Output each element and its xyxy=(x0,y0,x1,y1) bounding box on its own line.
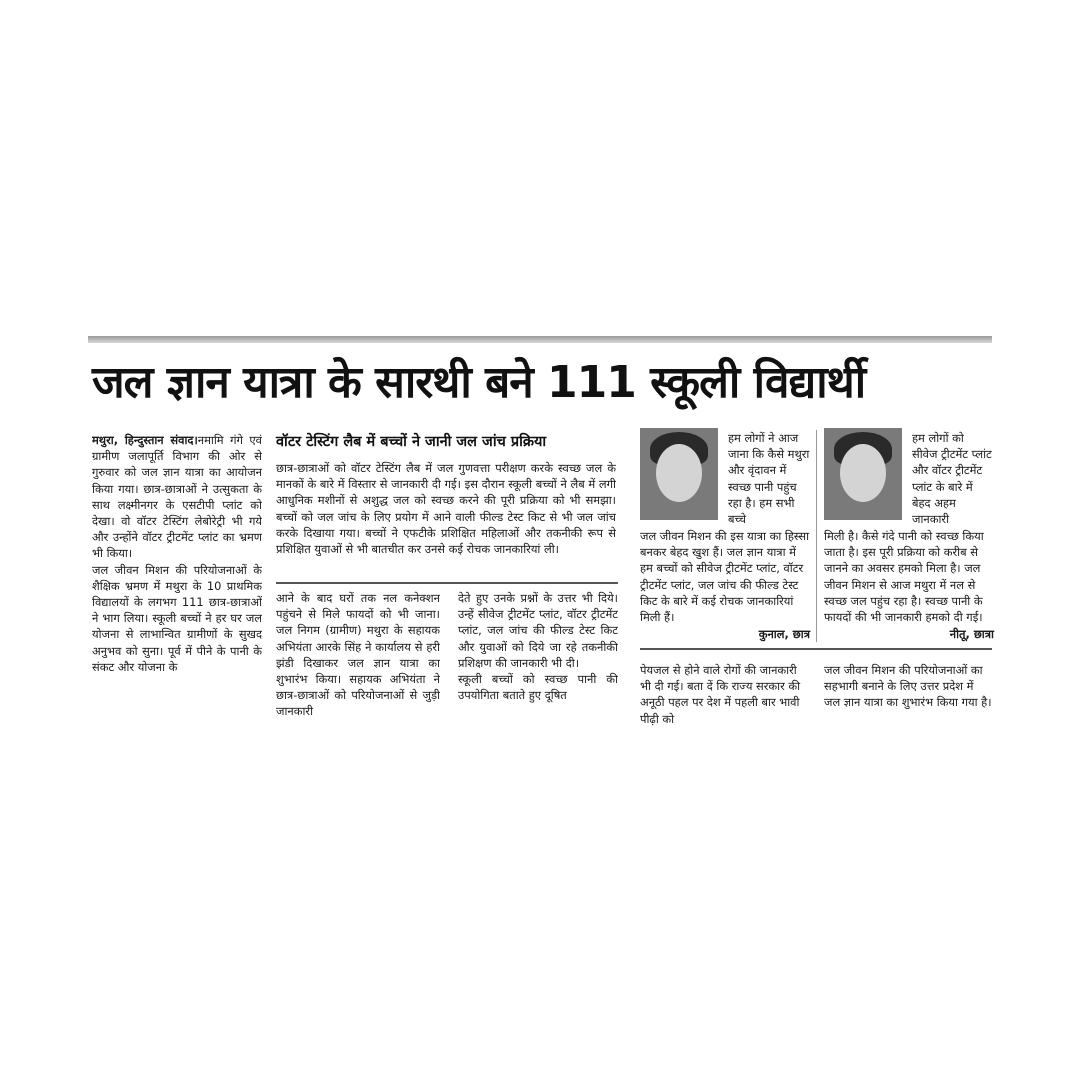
column-1-text: नमामि गंगे एवं ग्रामीण जलापूर्ति विभाग की ओर से गुरुवार को जल ज्ञान यात्रा का आयोजन किया गया। छात्र-छात्राओं ने उत्सुकता के साथ लक्ष्मीनगर के एसटीपी प्लांट को देखा। वो वॉटर टेस्टिंग लेबोरेट्री भी गये और उन्होंने वॉटर ट्रीटमेंट प्लांट का भ्रमण भी किया। जल जीवन मिशन की परियोजनाओं के शैक्षिक भ्रमण में मथुरा के 10 प्राथमिक विद्यालयों के लगभग 111 छात्र-छात्राओं ने भाग लिया। स्कूली बच्चों ने हर घर जल योजना से लाभान्वित ग्रामीणों के सुखद अनुभव को सुना। पूर्व में पीने के पानी के संकट और योजना के xyxy=(92,433,262,674)
quote-2-bottom: मिली है। कैसे गंदे पानी को स्वच्छ किया जाता है। इस पूरी प्रक्रिया को करीब से जानने का अवसर हमको मिला है। जल जीवन मिशन से आज मथुरा में नल से स्वच्छ जल पहुंच रहा है। स्वच्छ पानी के फायदों की भी जानकारी हमको दी गई। xyxy=(824,529,984,624)
column-3a: पेयजल से होने वाले रोगों की जानकारी भी दी गई। बता दें कि राज्य सरकार की अनूठी पहल पर देश में पहली बार भावी पीढ़ी को xyxy=(640,663,801,726)
column-2b: देते हुए उनके प्रश्नों के उत्तर भी दिये। उन्हें सीवेज ट्रीटमेंट प्लांट, वॉटर ट्रीटमेंट प्लांट, जल जांच की फील्ड टेस्ट किट और युवाओं को दिये जा रहे तकनीकी प्रशिक्षण की जानकारी भी दी। स्कूली बच्चों को स्वच्छ पानी की उपयोगिता बताते हुए दूषित xyxy=(458,591,618,703)
quote-2-signature: नीतू, छात्रा xyxy=(949,627,994,641)
column-2a: आने के बाद घरों तक नल कनेक्शन पहुंचने से मिले फायदों को भी जाना। जल निगम (ग्रामीण) मथुरा के सहायक अभियंता आरके सिंह ने कार्यालय से हरी झंडी दिखाकर जल ज्ञान यात्रा का शुभारंभ किया। सहायक अभियंता ने छात्र-छात्राओं को परियोजनाओं से जुड़ी जानकारी xyxy=(276,591,440,719)
quotes-divider xyxy=(640,648,992,650)
quote-2-top: हम लोगों को सीवेज ट्रीटमेंट प्लांट और वॉटर ट्रीटमेंट प्लांट के बारे में बेहद अहम जानकारी xyxy=(912,431,992,526)
subheadline: वॉटर टेस्टिंग लैब में बच्चों ने जानी जल जांच प्रक्रिया xyxy=(276,434,547,450)
column-2-intro: छात्र-छात्राओं को वॉटर टेस्टिंग लैब में जल गुणवत्ता परीक्षण करके स्वच्छ जल के मानकों के बारे में विस्तार से जानकारी दी गई। इस दौरान स्कूली बच्चों ने लैब में लगी आधुनिक मशीनों से अशुद्ध जल को स्वच्छ करने की पूरी प्रक्रिया को भी समझा। बच्चों को जल जांच के लिए प्रयोग में आने वाली फील्ड टेस्ट किट से भी जल जांच करके दिखाया गया। बच्चों ने एफटीके प्रशिक्षित महिलाओं और तकनीकी रूप से प्रशिक्षित युवाओं से भी बातचीत कर उनसे कई रोचक जानकारियां ली। xyxy=(276,461,616,557)
column-3b: जल जीवन मिशन की परियोजनाओं का सहभागी बनाने के लिए उत्तर प्रदेश में जल ज्ञान यात्रा का शुभारंभ किया गया है। xyxy=(824,663,992,710)
dateline: मथुरा, हिन्दुस्तान संवाद। xyxy=(92,433,198,447)
column-1 xyxy=(92,432,262,732)
student-photo-kunal xyxy=(640,428,718,520)
section-divider xyxy=(276,582,618,584)
student-photo-neetu xyxy=(824,428,902,520)
top-rule xyxy=(88,336,992,343)
quote-1-signature: कुनाल, छात्र xyxy=(758,627,810,641)
newspaper-clipping xyxy=(88,336,992,740)
quote-1-bottom: जल जीवन मिशन की इस यात्रा का हिस्सा बनकर बेहद खुश हैं। जल ज्ञान यात्रा में हम बच्चों को सीवेज ट्रीटमेंट प्लांट, वॉटर ट्रीटमेंट प्लांट, जल जांच की फील्ड टेस्ट किट के बारे में कई रोचक जानकारियां मिली हैं। xyxy=(640,529,810,624)
quote-divider xyxy=(816,430,817,642)
quote-1-top: हम लोगों ने आज जाना कि कैसे मथुरा और वृंदावन में स्वच्छ पानी पहुंच रहा है। हम सभी बच्चे xyxy=(728,431,810,526)
headline: जल ज्ञान यात्रा के सारथी बने 111 स्कूली विद्यार्थी xyxy=(92,357,866,408)
